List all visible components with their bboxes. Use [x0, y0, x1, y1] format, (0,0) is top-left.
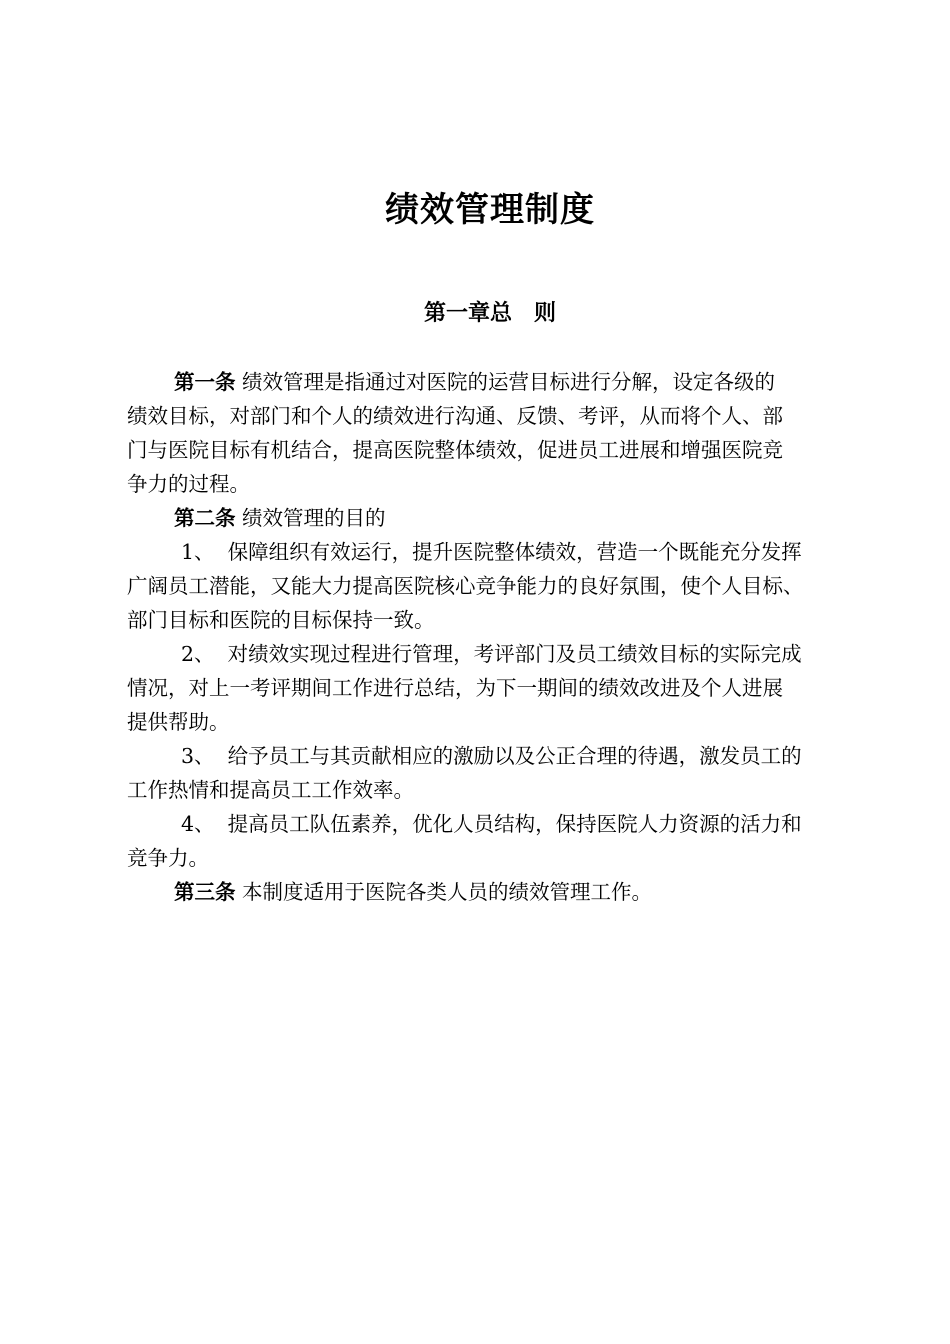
article-1-label: 第一条: [174, 370, 236, 394]
list-item-3-line-1: [181, 742, 802, 770]
article-1-line-1: [174, 368, 775, 396]
list-item-3-text: 给予员工与其贡献相应的激励以及公正合理的待遇，激发员工的: [227, 744, 802, 768]
article-2-text: 绩效管理的目的: [242, 506, 386, 530]
list-item-4-text: 提高员工队伍素养，优化人员结构，保持医院人力资源的活力和: [227, 812, 802, 836]
list-item-1-line-3: 部门目标和医院的目标保持一致。: [127, 608, 435, 632]
list-item-3-number: 3、: [181, 744, 215, 768]
list-item-1-text: 保障组织有效运行，提升医院整体绩效，营造一个既能充分发挥: [227, 540, 802, 564]
list-item-4-line-2: 竞争力。: [127, 846, 209, 870]
list-item-1-line-1: [181, 538, 802, 566]
article-1-line-3: 门与医院目标有机结合，提高医院整体绩效，促进员工进展和增强医院竞: [127, 438, 783, 462]
chapter-title: 第一章总 则: [423, 300, 556, 326]
article-3: [174, 878, 652, 906]
list-item-2-line-3: 提供帮助。: [127, 710, 230, 734]
list-item-1-number: 1、: [181, 540, 215, 564]
list-item-2-line-2: 情况，对上一考评期间工作进行总结，为下一期间的绩效改进及个人进展: [127, 676, 783, 700]
document-title: 绩效管理制度: [385, 190, 595, 230]
article-1-text: 绩效管理是指通过对医院的运营目标进行分解，设定各级的: [242, 370, 776, 394]
list-item-4-line-1: [181, 810, 802, 838]
list-item-3-line-2: 工作热情和提高员工工作效率。: [127, 778, 414, 802]
article-1-line-4: 争力的过程。: [127, 472, 250, 496]
article-3-text: 本制度适用于医院各类人员的绩效管理工作。: [242, 880, 653, 904]
list-item-1-line-2: 广阔员工潜能，又能大力提高医院核心竞争能力的良好氛围，使个人目标、: [127, 574, 804, 598]
list-item-4-number: 4、: [181, 812, 215, 836]
article-2-label: 第二条: [174, 506, 236, 530]
list-item-2-number: 2、: [181, 642, 215, 666]
list-item-2-text: 对绩效实现过程进行管理，考评部门及员工绩效目标的实际完成: [227, 642, 802, 666]
article-1-line-2: 绩效目标，对部门和个人的绩效进行沟通、反馈、考评，从而将个人、部: [127, 404, 783, 428]
list-item-2-line-1: [181, 640, 802, 668]
article-3-label: 第三条: [174, 880, 236, 904]
article-2-heading: [174, 504, 386, 532]
